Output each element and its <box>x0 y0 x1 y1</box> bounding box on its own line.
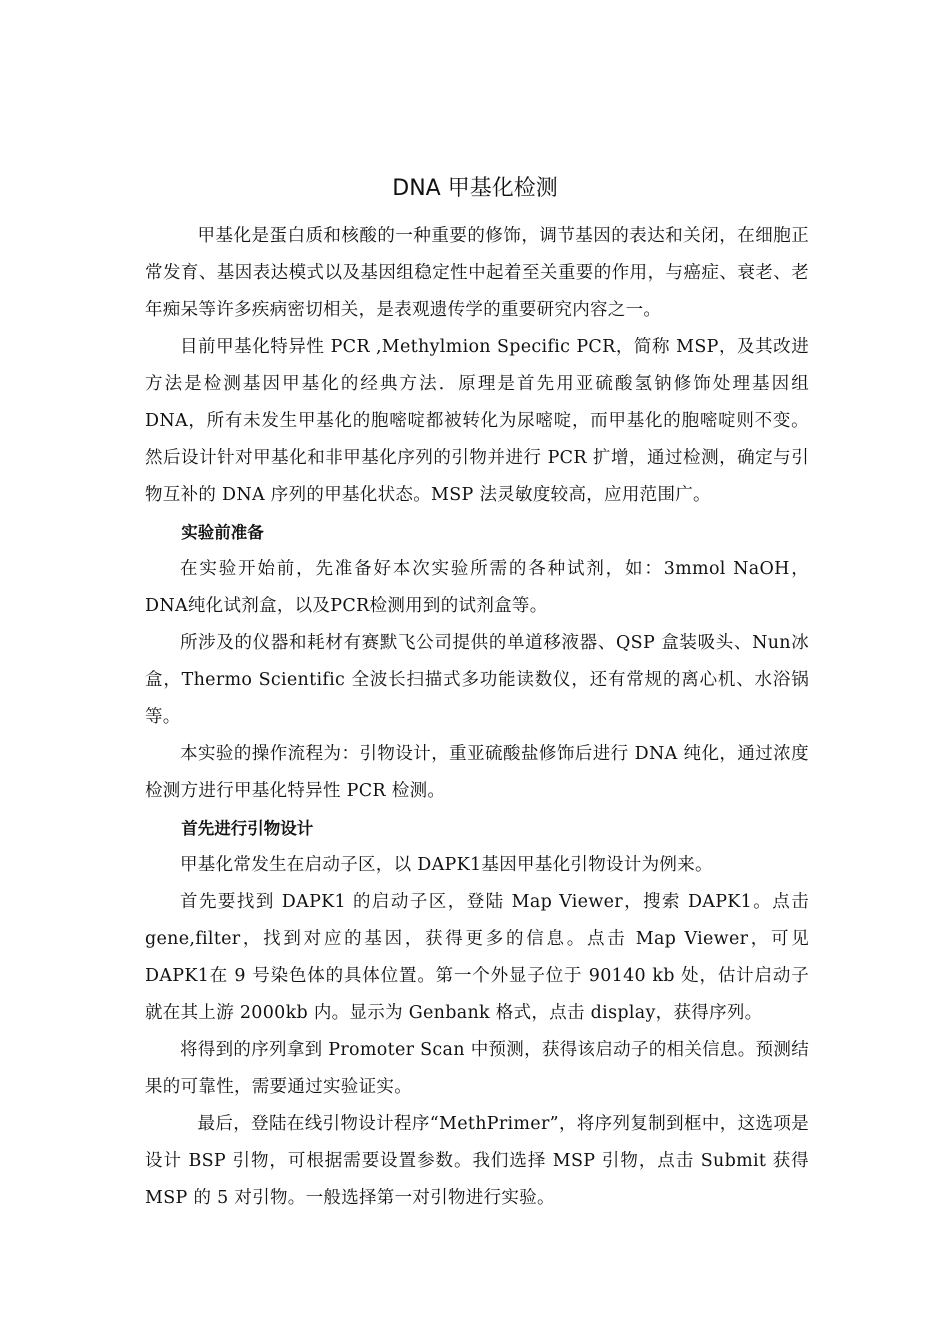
intro-paragraph-2: 目前甲基化特异性 PCR ,Methylmion Specific PCR，简称 MSP，及其改进方法是检测基因甲基化的经典方法．原理是首先用亚硫酸氢钠修饰处理基因组 DNA，所有未发生甲基化的胞嘧啶都被转化为尿嘧啶，而甲基化的胞嘧啶则不变。然后设计针对甲基化和非甲基化序列的引物并进行 PCR 扩增，通过检测，确定与引物互补的 DNA 序列的甲基化状态。MSP 法灵敏度较高，应用范围广。 <box>145 337 809 505</box>
section-heading-preparation: 实验前准备 <box>181 523 264 542</box>
preparation-paragraph-1: 在实验开始前，先准备好本次实验所需的各种试剂，如：3mmol NaOH，DNA纯化试剂盒，以及PCR检测用到的试剂盒等。 <box>145 559 809 616</box>
primer-paragraph-1: 甲基化常发生在启动子区，以 DAPK1基因甲基化引物设计为例来。 <box>180 855 713 875</box>
primer-paragraph-2: 首先要找到 DAPK1 的启动子区，登陆 Map Viewer，搜索 DAPK1。点击gene,filter，找到对应的基因，获得更多的信息。点击 Map Viewer，可见 DAPK1在 9 号染色体的具体位置。第一个外显子位于 90140 kb 处，估计启动子就在其上游 2000kb 内。显示为 Genbank 格式，点击 display，获得序列。 <box>145 892 809 1023</box>
document-body <box>145 218 809 1217</box>
preparation-paragraph-2: 所涉及的仪器和耗材有赛默飞公司提供的单道移液器、QSP 盒装吸头、Nun冰盒，Thermo Scientific 全波长扫描式多功能读数仪，还有常规的离心机、水浴锅等。 <box>145 633 809 727</box>
primer-paragraph-3: 将得到的序列拿到 Promoter Scan 中预测，获得该启动子的相关信息。预测结果的可靠性，需要通过实验证实。 <box>145 1040 809 1097</box>
document-title: DNA 甲基化检测 <box>392 176 558 201</box>
preparation-paragraph-3: 本实验的操作流程为：引物设计，重亚硫酸盐修饰后进行 DNA 纯化，通过浓度检测方进行甲基化特异性 PCR 检测。 <box>145 744 809 801</box>
primer-paragraph-4: 最后，登陆在线引物设计程序“MethPrimer”，将序列复制到框中，这选项是设计 BSP 引物，可根据需要设置参数。我们选择 MSP 引物，点击 Submit 获得 MSP 的 5 对引物。一般选择第一对引物进行实验。 <box>145 1114 809 1208</box>
section-heading-primer-design: 首先进行引物设计 <box>181 819 314 838</box>
intro-paragraph-1: 甲基化是蛋白质和核酸的一种重要的修饰，调节基因的表达和关闭，在细胞正常发育、基因表达模式以及基因组稳定性中起着至关重要的作用，与癌症、衰老、老年痴呆等许多疾病密切相关，是表观遗传学的重要研究内容之一。 <box>145 226 809 320</box>
